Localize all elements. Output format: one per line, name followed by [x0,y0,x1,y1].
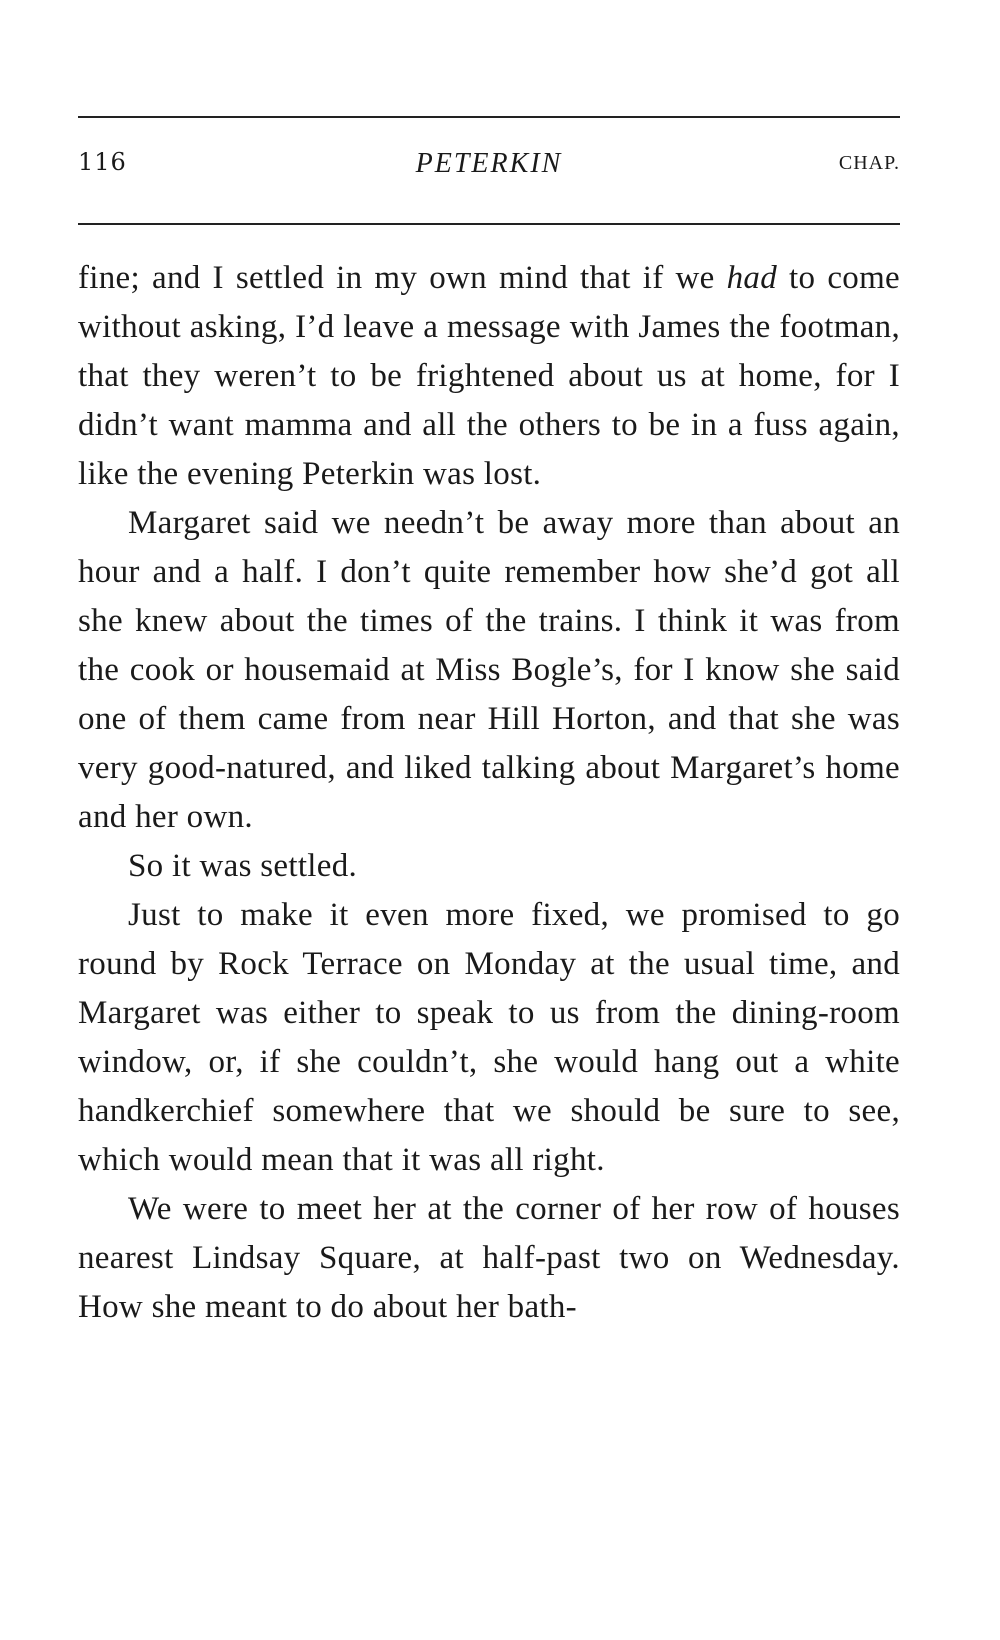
running-title: PETERKIN [415,148,563,179]
paragraph [78,254,900,499]
paragraph: Margaret said we needn’t be away more than about an hour and a half. I don’t quite remember how she’d got all she knew about the times of the trains. I think it was from the cook or housemaid at Miss Bogle’s, for I know she said one of them came from near Hill Horton, and that she was very good-natured, and liked talking about Margaret’s home and her own. [78,505,900,835]
running-header [78,148,900,192]
body-text [78,254,900,1332]
chapter-label: CHAP. [838,152,900,174]
paragraph: Just to make it even more fixed, we promised to go round by Rock Terrace on Monday at the usual time, and Margaret was either to speak to us from the dining-room window, or, if she couldn’t, she would hang out a white handkerchief somewhere that we should be sure to see, which would mean that it was all right. [78,897,900,1178]
paragraph: We were to meet her at the corner of her row of houses nearest Lindsay Square, at half-past two on Wednesday. How she meant to do about her bath- [78,1191,900,1325]
header-top-rule [78,116,900,118]
header-bottom-rule [78,223,900,225]
emphasized-word: had [726,260,778,296]
page-number: 116 [78,148,127,176]
paragraph-text: to come without asking, I’d leave a message with James the footman, that they weren’t to be frightened about us at home, for I didn’t want mamma and all the others to be in a fuss again, like the evening Peterkin was lost. [78,260,900,492]
paragraph-text: fine; and I settled in my own mind that if we [78,260,727,296]
paragraph: So it was settled. [128,848,358,884]
